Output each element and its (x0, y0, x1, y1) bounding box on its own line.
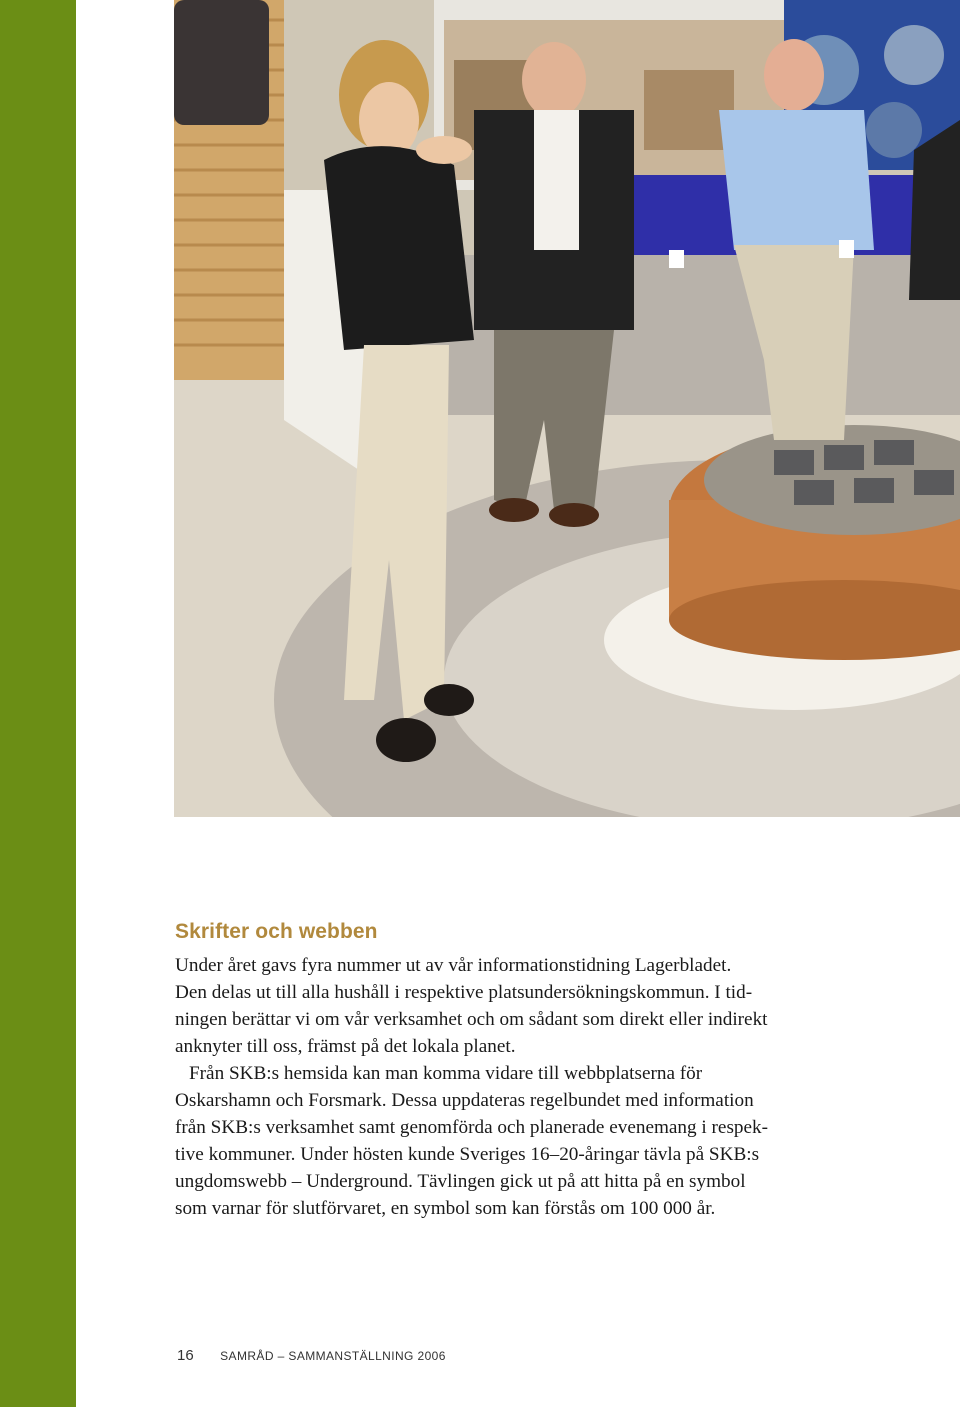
section-heading: Skrifter och webben (175, 920, 378, 943)
text-line: som varnar för slutförvaret, en symbol som kan förstås om 100 000 år. (175, 1198, 716, 1219)
text-line: ningen berättar vi om vår verksamhet och om sådant som direkt eller indirekt (175, 1009, 768, 1030)
exhibition-photo (174, 0, 960, 817)
page-footer (177, 1347, 446, 1365)
publication-title: SAMRÅD – SAMMANSTÄLLNING 2006 (220, 1349, 446, 1363)
text-line: Från SKB:s hemsida kan man komma vidare till webbplatserna för (189, 1063, 703, 1084)
text-line: tive kommuner. Under hösten kunde Sveriges 16–20-åringar tävla på SKB:s (175, 1144, 760, 1165)
green-sidebar-stripe (0, 0, 76, 1407)
text-line: Under året gavs fyra nummer ut av vår informationstidning Lagerbladet. (175, 955, 732, 976)
text-line: från SKB:s verksamhet samt genomförda och planerade evenemang i respek- (175, 1117, 769, 1138)
text-line: anknyter till oss, främst på det lokala planet. (175, 1036, 516, 1057)
text-line: ungdomswebb – Underground. Tävlingen gick ut på att hitta på en symbol (175, 1171, 746, 1192)
text-line: Oskarshamn och Forsmark. Dessa uppdateras regelbundet med information (175, 1090, 754, 1111)
body-paragraphs (175, 952, 855, 1222)
text-line: Den delas ut till alla hushåll i respektive platsundersökningskommun. I tid- (175, 982, 753, 1003)
page-number: 16 (177, 1347, 194, 1364)
